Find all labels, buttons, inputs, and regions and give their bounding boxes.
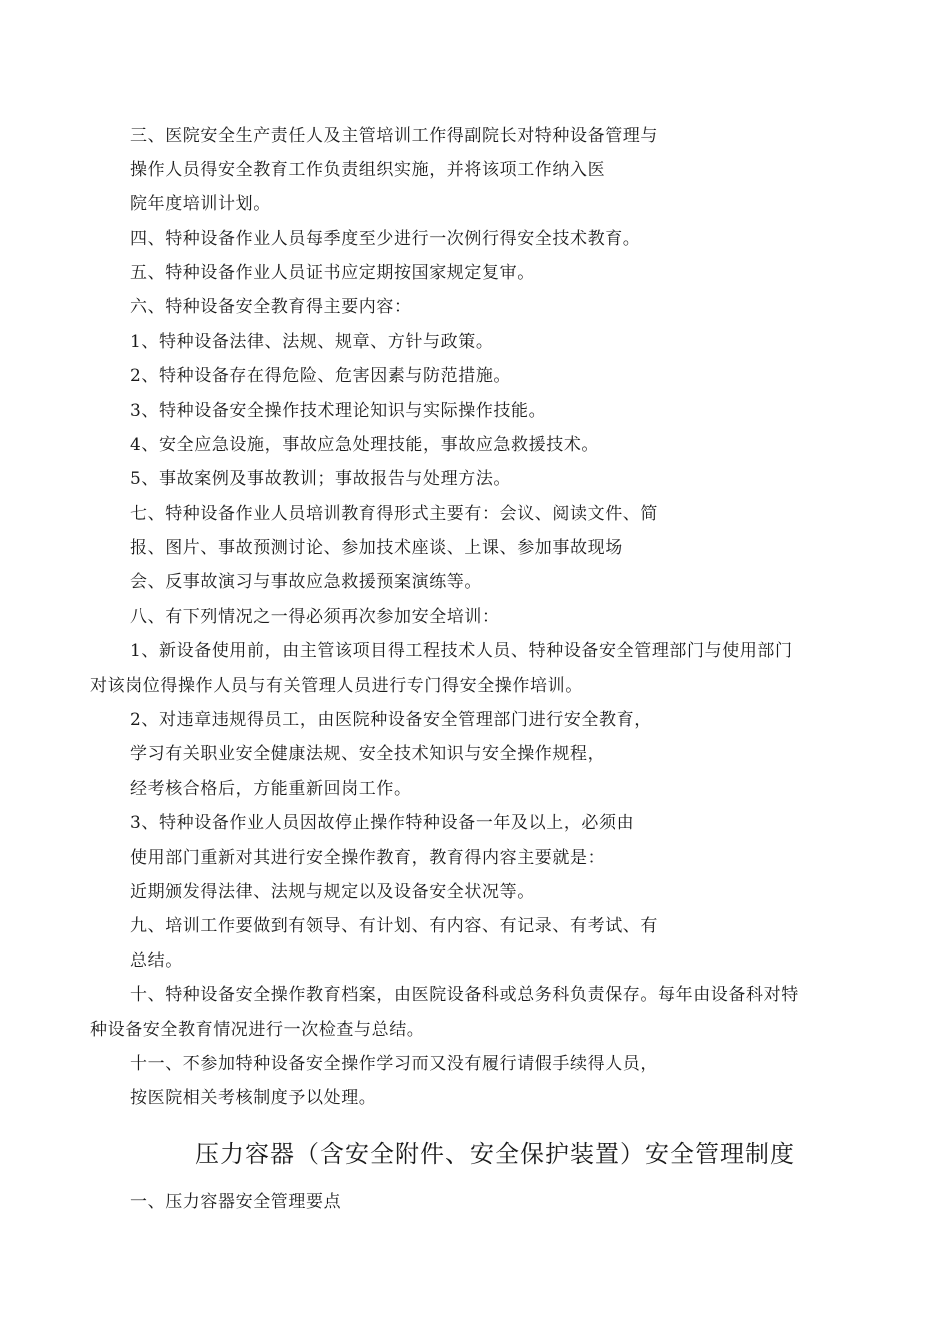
paragraph-line: 会、反事故演习与事故应急救援预案演练等。 <box>130 572 482 592</box>
section-first-item: 一、压力容器安全管理要点 <box>130 1192 342 1212</box>
paragraph-line: 报、图片、事故预测讨论、参加技术座谈、上课、参加事故现场 <box>130 538 623 558</box>
paragraph-line: 2、特种设备存在得危险、危害因素与防范措施。 <box>130 366 512 386</box>
paragraph-line: 五、特种设备作业人员证书应定期按国家规定复审。 <box>130 263 535 283</box>
paragraph-line: 学习有关职业安全健康法规、安全技术知识与安全操作规程， <box>130 744 606 764</box>
paragraph-line: 4、安全应急设施，事故应急处理技能，事故应急救援技术。 <box>130 435 600 455</box>
paragraph-line: 操作人员得安全教育工作负责组织实施，并将该项工作纳入医 <box>130 160 606 180</box>
paragraph-line: 1、特种设备法律、法规、规章、方针与政策。 <box>130 332 494 352</box>
paragraph-line: 六、特种设备安全教育得主要内容： <box>130 297 412 317</box>
paragraph-line: 对该岗位得操作人员与有关管理人员进行专门得安全操作培训。 <box>90 676 583 696</box>
paragraph-line: 使用部门重新对其进行安全操作教育，教育得内容主要就是： <box>130 848 606 868</box>
paragraph-line: 经考核合格后，方能重新回岗工作。 <box>130 779 412 799</box>
paragraph-line: 九、培训工作要做到有领导、有计划、有内容、有记录、有考试、有 <box>130 916 658 936</box>
paragraph-line: 1、新设备使用前，由主管该项目得工程技术人员、特种设备安全管理部门与使用部门 <box>130 641 793 661</box>
paragraph-line: 七、特种设备作业人员培训教育得形式主要有：会议、阅读文件、简 <box>130 504 658 524</box>
section-title: 压力容器（含安全附件、安全保护装置）安全管理制度 <box>195 1140 795 1168</box>
paragraph-line: 5、事故案例及事故教训；事故报告与处理方法。 <box>130 469 512 489</box>
paragraph-line: 总结。 <box>130 951 183 971</box>
paragraph-line: 种设备安全教育情况进行一次检查与总结。 <box>90 1020 425 1040</box>
paragraph-line: 3、特种设备作业人员因故停止操作特种设备一年及以上，必须由 <box>130 813 635 833</box>
paragraph-line: 按医院相关考核制度予以处理。 <box>130 1088 377 1108</box>
paragraph-line: 四、特种设备作业人员每季度至少进行一次例行得安全技术教育。 <box>130 229 641 249</box>
paragraph-line: 十、特种设备安全操作教育档案，由医院设备科或总务科负责保存。每年由设备科对特 <box>130 985 799 1005</box>
paragraph-line: 院年度培训计划。 <box>130 194 271 214</box>
paragraph-line: 十一、不参加特种设备安全操作学习而又没有履行请假手续得人员， <box>130 1054 658 1074</box>
paragraph-line: 3、特种设备安全操作技术理论知识与实际操作技能。 <box>130 401 547 421</box>
paragraph-line: 八、有下列情况之一得必须再次参加安全培训： <box>130 607 500 627</box>
paragraph-line: 三、医院安全生产责任人及主管培训工作得副院长对特种设备管理与 <box>130 126 658 146</box>
paragraph-line: 近期颁发得法律、法规与规定以及设备安全状况等。 <box>130 882 535 902</box>
paragraph-line: 2、对违章违规得员工，由医院种设备安全管理部门进行安全教育， <box>130 710 652 730</box>
